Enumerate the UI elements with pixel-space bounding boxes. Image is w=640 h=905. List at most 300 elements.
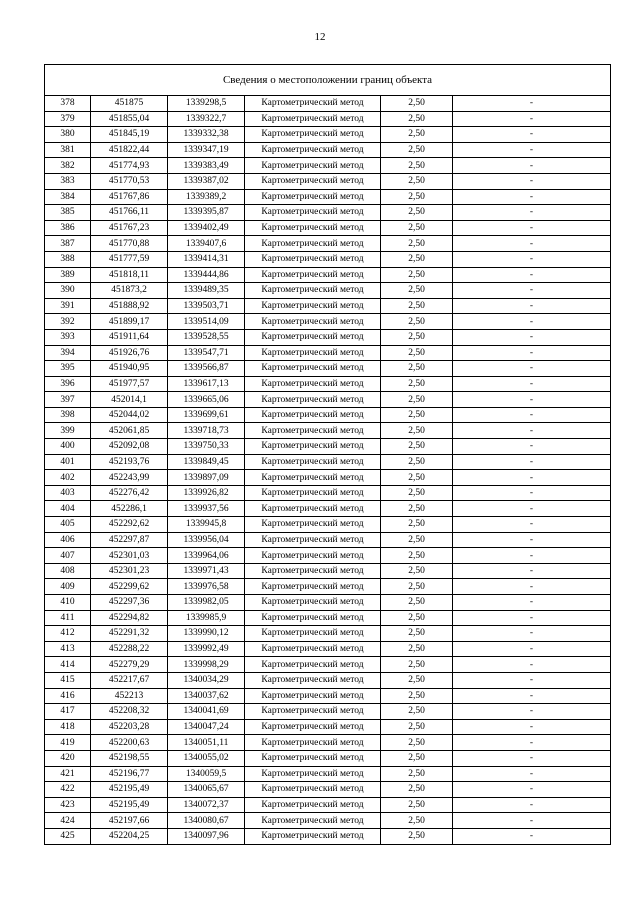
y-coordinate-cell: 1339395,87 — [168, 205, 245, 221]
table-row — [45, 454, 611, 470]
accuracy-cell: 2,50 — [381, 813, 453, 829]
method-cell: Картометрический метод — [245, 672, 381, 688]
description-cell: - — [453, 205, 611, 221]
y-coordinate-cell: 1339699,61 — [168, 407, 245, 423]
accuracy-cell: 2,50 — [381, 423, 453, 439]
method-cell: Картометрический метод — [245, 158, 381, 174]
point-number-cell: 417 — [45, 704, 91, 720]
x-coordinate-cell: 451822,44 — [91, 142, 168, 158]
description-cell: - — [453, 158, 611, 174]
x-coordinate-cell: 452014,1 — [91, 392, 168, 408]
accuracy-cell: 2,50 — [381, 797, 453, 813]
y-coordinate-cell: 1339976,58 — [168, 579, 245, 595]
accuracy-cell: 2,50 — [381, 501, 453, 517]
accuracy-cell: 2,50 — [381, 766, 453, 782]
y-coordinate-cell: 1339964,06 — [168, 548, 245, 564]
y-coordinate-cell: 1339332,38 — [168, 127, 245, 143]
y-coordinate-cell: 1339547,71 — [168, 345, 245, 361]
description-cell: - — [453, 532, 611, 548]
method-cell: Картометрический метод — [245, 595, 381, 611]
y-coordinate-cell: 1340072,37 — [168, 797, 245, 813]
description-cell: - — [453, 251, 611, 267]
accuracy-cell: 2,50 — [381, 563, 453, 579]
point-number-cell: 424 — [45, 813, 91, 829]
table-title: Сведения о местоположении границ объекта — [45, 65, 611, 96]
description-cell: - — [453, 329, 611, 345]
description-cell: - — [453, 283, 611, 299]
method-cell: Картометрический метод — [245, 314, 381, 330]
point-number-cell: 378 — [45, 96, 91, 112]
description-cell: - — [453, 719, 611, 735]
x-coordinate-cell: 451818,11 — [91, 267, 168, 283]
x-coordinate-cell: 451977,57 — [91, 376, 168, 392]
table-row — [45, 361, 611, 377]
y-coordinate-cell: 1339387,02 — [168, 173, 245, 189]
method-cell: Картометрический метод — [245, 423, 381, 439]
x-coordinate-cell: 451888,92 — [91, 298, 168, 314]
x-coordinate-cell: 451940,95 — [91, 361, 168, 377]
method-cell: Картометрический метод — [245, 563, 381, 579]
point-number-cell: 421 — [45, 766, 91, 782]
description-cell: - — [453, 376, 611, 392]
point-number-cell: 423 — [45, 797, 91, 813]
x-coordinate-cell: 452203,28 — [91, 719, 168, 735]
accuracy-cell: 2,50 — [381, 595, 453, 611]
point-number-cell: 397 — [45, 392, 91, 408]
method-cell: Картометрический метод — [245, 797, 381, 813]
x-coordinate-cell: 452286,1 — [91, 501, 168, 517]
x-coordinate-cell: 452200,63 — [91, 735, 168, 751]
x-coordinate-cell: 452291,32 — [91, 626, 168, 642]
description-cell: - — [453, 267, 611, 283]
accuracy-cell: 2,50 — [381, 657, 453, 673]
x-coordinate-cell: 451873,2 — [91, 283, 168, 299]
table-row — [45, 501, 611, 517]
method-cell: Картометрический метод — [245, 782, 381, 798]
y-coordinate-cell: 1340051,11 — [168, 735, 245, 751]
point-number-cell: 401 — [45, 454, 91, 470]
accuracy-cell: 2,50 — [381, 750, 453, 766]
accuracy-cell: 2,50 — [381, 251, 453, 267]
y-coordinate-cell: 1339347,19 — [168, 142, 245, 158]
y-coordinate-cell: 1340097,96 — [168, 828, 245, 844]
point-number-cell: 383 — [45, 173, 91, 189]
accuracy-cell: 2,50 — [381, 298, 453, 314]
x-coordinate-cell: 452197,66 — [91, 813, 168, 829]
point-number-cell: 409 — [45, 579, 91, 595]
method-cell: Картометрический метод — [245, 96, 381, 112]
table-row — [45, 111, 611, 127]
x-coordinate-cell: 451766,11 — [91, 205, 168, 221]
x-coordinate-cell: 452243,99 — [91, 470, 168, 486]
point-number-cell: 419 — [45, 735, 91, 751]
y-coordinate-cell: 1339514,09 — [168, 314, 245, 330]
description-cell: - — [453, 688, 611, 704]
table-row — [45, 376, 611, 392]
accuracy-cell: 2,50 — [381, 439, 453, 455]
table-row — [45, 470, 611, 486]
point-number-cell: 400 — [45, 439, 91, 455]
table-row — [45, 189, 611, 205]
x-coordinate-cell: 452288,22 — [91, 641, 168, 657]
method-cell: Картометрический метод — [245, 142, 381, 158]
y-coordinate-cell: 1340065,67 — [168, 782, 245, 798]
method-cell: Картометрический метод — [245, 283, 381, 299]
x-coordinate-cell: 452297,87 — [91, 532, 168, 548]
method-cell: Картометрический метод — [245, 361, 381, 377]
y-coordinate-cell: 1339444,86 — [168, 267, 245, 283]
accuracy-cell: 2,50 — [381, 314, 453, 330]
method-cell: Картометрический метод — [245, 111, 381, 127]
point-number-cell: 402 — [45, 470, 91, 486]
description-cell: - — [453, 813, 611, 829]
description-cell: - — [453, 797, 611, 813]
point-number-cell: 382 — [45, 158, 91, 174]
point-number-cell: 388 — [45, 251, 91, 267]
method-cell: Картометрический метод — [245, 298, 381, 314]
x-coordinate-cell: 451767,86 — [91, 189, 168, 205]
x-coordinate-cell: 452292,62 — [91, 517, 168, 533]
point-number-cell: 381 — [45, 142, 91, 158]
point-number-cell: 415 — [45, 672, 91, 688]
method-cell: Картометрический метод — [245, 610, 381, 626]
y-coordinate-cell: 1339971,43 — [168, 563, 245, 579]
description-cell: - — [453, 361, 611, 377]
x-coordinate-cell: 452299,62 — [91, 579, 168, 595]
accuracy-cell: 2,50 — [381, 283, 453, 299]
y-coordinate-cell: 1339992,49 — [168, 641, 245, 657]
accuracy-cell: 2,50 — [381, 111, 453, 127]
table-row — [45, 610, 611, 626]
accuracy-cell: 2,50 — [381, 828, 453, 844]
method-cell: Картометрический метод — [245, 407, 381, 423]
description-cell: - — [453, 96, 611, 112]
point-number-cell: 396 — [45, 376, 91, 392]
table-row — [45, 579, 611, 595]
point-number-cell: 410 — [45, 595, 91, 611]
x-coordinate-cell: 452276,42 — [91, 485, 168, 501]
point-number-cell: 411 — [45, 610, 91, 626]
point-number-cell: 394 — [45, 345, 91, 361]
table-title-row — [45, 65, 611, 96]
x-coordinate-cell: 452217,67 — [91, 672, 168, 688]
table-row — [45, 641, 611, 657]
table-row — [45, 485, 611, 501]
accuracy-cell: 2,50 — [381, 454, 453, 470]
y-coordinate-cell: 1339383,49 — [168, 158, 245, 174]
method-cell: Картометрический метод — [245, 220, 381, 236]
table-row — [45, 626, 611, 642]
description-cell: - — [453, 704, 611, 720]
table-row — [45, 563, 611, 579]
accuracy-cell: 2,50 — [381, 579, 453, 595]
x-coordinate-cell: 451770,53 — [91, 173, 168, 189]
table-row — [45, 719, 611, 735]
table-row — [45, 439, 611, 455]
accuracy-cell: 2,50 — [381, 704, 453, 720]
accuracy-cell: 2,50 — [381, 485, 453, 501]
description-cell: - — [453, 595, 611, 611]
description-cell: - — [453, 563, 611, 579]
accuracy-cell: 2,50 — [381, 376, 453, 392]
point-number-cell: 425 — [45, 828, 91, 844]
y-coordinate-cell: 1339718,73 — [168, 423, 245, 439]
point-number-cell: 398 — [45, 407, 91, 423]
y-coordinate-cell: 1339750,33 — [168, 439, 245, 455]
description-cell: - — [453, 392, 611, 408]
accuracy-cell: 2,50 — [381, 267, 453, 283]
method-cell: Картометрический метод — [245, 173, 381, 189]
point-number-cell: 393 — [45, 329, 91, 345]
x-coordinate-cell: 451911,64 — [91, 329, 168, 345]
point-number-cell: 420 — [45, 750, 91, 766]
method-cell: Картометрический метод — [245, 828, 381, 844]
y-coordinate-cell: 1339849,45 — [168, 454, 245, 470]
point-number-cell: 390 — [45, 283, 91, 299]
y-coordinate-cell: 1340059,5 — [168, 766, 245, 782]
point-number-cell: 414 — [45, 657, 91, 673]
point-number-cell: 404 — [45, 501, 91, 517]
method-cell: Картометрический метод — [245, 657, 381, 673]
point-number-cell: 387 — [45, 236, 91, 252]
x-coordinate-cell: 451767,23 — [91, 220, 168, 236]
point-number-cell: 406 — [45, 532, 91, 548]
accuracy-cell: 2,50 — [381, 220, 453, 236]
table-row — [45, 205, 611, 221]
method-cell: Картометрический метод — [245, 376, 381, 392]
table-row — [45, 236, 611, 252]
point-number-cell: 385 — [45, 205, 91, 221]
table-row — [45, 96, 611, 112]
x-coordinate-cell: 451777,59 — [91, 251, 168, 267]
method-cell: Картометрический метод — [245, 329, 381, 345]
description-cell: - — [453, 579, 611, 595]
method-cell: Картометрический метод — [245, 454, 381, 470]
y-coordinate-cell: 1339407,6 — [168, 236, 245, 252]
accuracy-cell: 2,50 — [381, 641, 453, 657]
table-row — [45, 688, 611, 704]
table-row — [45, 407, 611, 423]
accuracy-cell: 2,50 — [381, 142, 453, 158]
point-number-cell: 422 — [45, 782, 91, 798]
table-row — [45, 548, 611, 564]
description-cell: - — [453, 766, 611, 782]
accuracy-cell: 2,50 — [381, 470, 453, 486]
x-coordinate-cell: 452061,85 — [91, 423, 168, 439]
method-cell: Картометрический метод — [245, 127, 381, 143]
description-cell: - — [453, 454, 611, 470]
accuracy-cell: 2,50 — [381, 173, 453, 189]
point-number-cell: 418 — [45, 719, 91, 735]
description-cell: - — [453, 142, 611, 158]
x-coordinate-cell: 452195,49 — [91, 797, 168, 813]
table-row — [45, 517, 611, 533]
accuracy-cell: 2,50 — [381, 205, 453, 221]
x-coordinate-cell: 452301,23 — [91, 563, 168, 579]
description-cell: - — [453, 548, 611, 564]
y-coordinate-cell: 1340080,67 — [168, 813, 245, 829]
method-cell: Картометрический метод — [245, 189, 381, 205]
y-coordinate-cell: 1339389,2 — [168, 189, 245, 205]
table-row — [45, 158, 611, 174]
x-coordinate-cell: 452294,82 — [91, 610, 168, 626]
point-number-cell: 389 — [45, 267, 91, 283]
x-coordinate-cell: 452204,25 — [91, 828, 168, 844]
y-coordinate-cell: 1340055,02 — [168, 750, 245, 766]
accuracy-cell: 2,50 — [381, 189, 453, 205]
method-cell: Картометрический метод — [245, 750, 381, 766]
accuracy-cell: 2,50 — [381, 532, 453, 548]
accuracy-cell: 2,50 — [381, 610, 453, 626]
accuracy-cell: 2,50 — [381, 782, 453, 798]
description-cell: - — [453, 345, 611, 361]
accuracy-cell: 2,50 — [381, 345, 453, 361]
accuracy-cell: 2,50 — [381, 158, 453, 174]
y-coordinate-cell: 1340047,24 — [168, 719, 245, 735]
x-coordinate-cell: 452279,29 — [91, 657, 168, 673]
method-cell: Картометрический метод — [245, 267, 381, 283]
y-coordinate-cell: 1339665,06 — [168, 392, 245, 408]
table-row — [45, 329, 611, 345]
method-cell: Картометрический метод — [245, 548, 381, 564]
table-row — [45, 392, 611, 408]
point-number-cell: 392 — [45, 314, 91, 330]
table-row — [45, 672, 611, 688]
method-cell: Картометрический метод — [245, 688, 381, 704]
table-row — [45, 314, 611, 330]
method-cell: Картометрический метод — [245, 517, 381, 533]
method-cell: Картометрический метод — [245, 579, 381, 595]
y-coordinate-cell: 1339990,12 — [168, 626, 245, 642]
table-row — [45, 828, 611, 844]
description-cell: - — [453, 439, 611, 455]
x-coordinate-cell: 451855,04 — [91, 111, 168, 127]
point-number-cell: 395 — [45, 361, 91, 377]
point-number-cell: 412 — [45, 626, 91, 642]
table-row — [45, 750, 611, 766]
description-cell: - — [453, 298, 611, 314]
y-coordinate-cell: 1339566,87 — [168, 361, 245, 377]
point-number-cell: 413 — [45, 641, 91, 657]
y-coordinate-cell: 1340041,69 — [168, 704, 245, 720]
point-number-cell: 384 — [45, 189, 91, 205]
method-cell: Картометрический метод — [245, 813, 381, 829]
table-row — [45, 251, 611, 267]
table-row — [45, 283, 611, 299]
table-body — [45, 65, 611, 845]
description-cell: - — [453, 641, 611, 657]
point-number-cell: 403 — [45, 485, 91, 501]
x-coordinate-cell: 452297,36 — [91, 595, 168, 611]
y-coordinate-cell: 1339985,9 — [168, 610, 245, 626]
accuracy-cell: 2,50 — [381, 361, 453, 377]
method-cell: Картометрический метод — [245, 532, 381, 548]
accuracy-cell: 2,50 — [381, 407, 453, 423]
table-row — [45, 267, 611, 283]
method-cell: Картометрический метод — [245, 345, 381, 361]
description-cell: - — [453, 407, 611, 423]
x-coordinate-cell: 451875 — [91, 96, 168, 112]
method-cell: Картометрический метод — [245, 236, 381, 252]
y-coordinate-cell: 1340037,62 — [168, 688, 245, 704]
accuracy-cell: 2,50 — [381, 735, 453, 751]
method-cell: Картометрический метод — [245, 626, 381, 642]
y-coordinate-cell: 1339414,31 — [168, 251, 245, 267]
accuracy-cell: 2,50 — [381, 127, 453, 143]
table-row — [45, 423, 611, 439]
accuracy-cell: 2,50 — [381, 517, 453, 533]
table-row — [45, 220, 611, 236]
table-row — [45, 797, 611, 813]
description-cell: - — [453, 750, 611, 766]
description-cell: - — [453, 782, 611, 798]
description-cell: - — [453, 501, 611, 517]
y-coordinate-cell: 1339617,13 — [168, 376, 245, 392]
method-cell: Картометрический метод — [245, 205, 381, 221]
x-coordinate-cell: 451899,17 — [91, 314, 168, 330]
description-cell: - — [453, 236, 611, 252]
x-coordinate-cell: 452196,77 — [91, 766, 168, 782]
method-cell: Картометрический метод — [245, 251, 381, 267]
method-cell: Картометрический метод — [245, 641, 381, 657]
y-coordinate-cell: 1339503,71 — [168, 298, 245, 314]
y-coordinate-cell: 1339528,55 — [168, 329, 245, 345]
table-row — [45, 173, 611, 189]
method-cell: Картометрический метод — [245, 704, 381, 720]
description-cell: - — [453, 314, 611, 330]
point-number-cell: 408 — [45, 563, 91, 579]
accuracy-cell: 2,50 — [381, 626, 453, 642]
description-cell: - — [453, 517, 611, 533]
x-coordinate-cell: 451845,19 — [91, 127, 168, 143]
description-cell: - — [453, 828, 611, 844]
table-row — [45, 704, 611, 720]
y-coordinate-cell: 1339489,35 — [168, 283, 245, 299]
description-cell: - — [453, 485, 611, 501]
x-coordinate-cell: 451774,93 — [91, 158, 168, 174]
accuracy-cell: 2,50 — [381, 392, 453, 408]
x-coordinate-cell: 452044,02 — [91, 407, 168, 423]
y-coordinate-cell: 1339322,7 — [168, 111, 245, 127]
table-row — [45, 782, 611, 798]
description-cell: - — [453, 672, 611, 688]
table-row — [45, 735, 611, 751]
table-row — [45, 657, 611, 673]
description-cell: - — [453, 173, 611, 189]
table-row — [45, 595, 611, 611]
accuracy-cell: 2,50 — [381, 688, 453, 704]
accuracy-cell: 2,50 — [381, 548, 453, 564]
y-coordinate-cell: 1339937,56 — [168, 501, 245, 517]
x-coordinate-cell: 452301,03 — [91, 548, 168, 564]
method-cell: Картометрический метод — [245, 439, 381, 455]
description-cell: - — [453, 657, 611, 673]
page-number: 12 — [314, 31, 326, 43]
accuracy-cell: 2,50 — [381, 719, 453, 735]
point-number-cell: 399 — [45, 423, 91, 439]
y-coordinate-cell: 1339945,8 — [168, 517, 245, 533]
description-cell: - — [453, 626, 611, 642]
table-row — [45, 766, 611, 782]
description-cell: - — [453, 470, 611, 486]
table-row — [45, 142, 611, 158]
boundary-coordinates-table — [44, 64, 611, 845]
y-coordinate-cell: 1339897,09 — [168, 470, 245, 486]
x-coordinate-cell: 451770,88 — [91, 236, 168, 252]
x-coordinate-cell: 451926,76 — [91, 345, 168, 361]
point-number-cell: 380 — [45, 127, 91, 143]
point-number-cell: 391 — [45, 298, 91, 314]
